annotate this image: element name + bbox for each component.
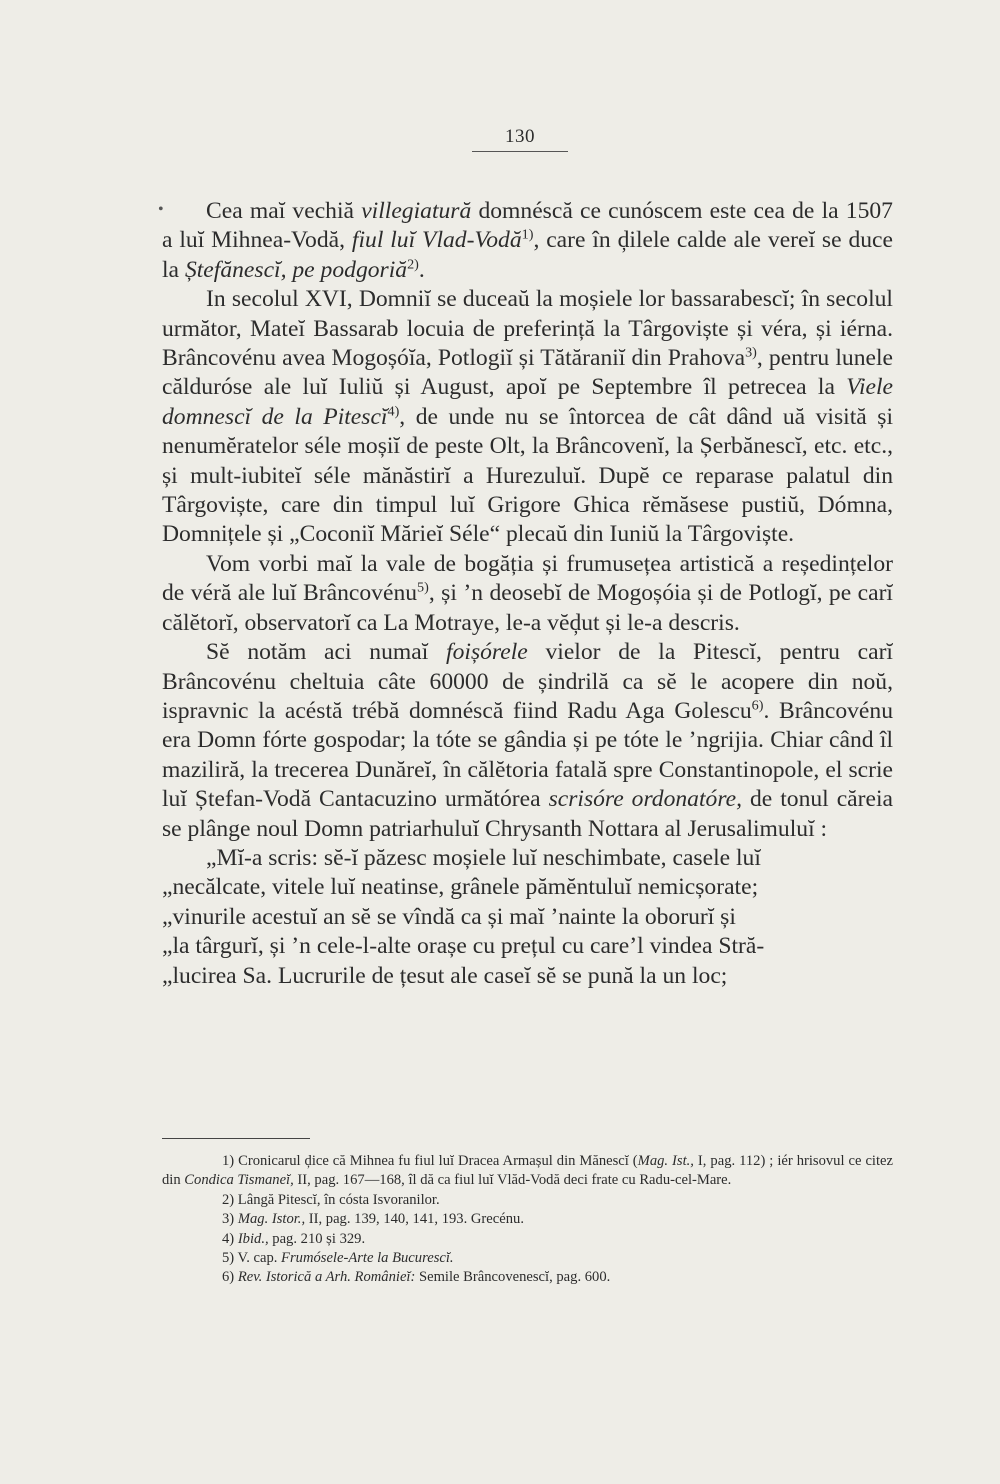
header-rule <box>472 151 568 152</box>
quote-line: „lucirea Sa. Lucrurile de țesut ale caseĭ sĕ se pună la un loc; <box>162 962 728 989</box>
footnote-ref-2: 2) <box>407 256 419 273</box>
margin-mark: • <box>158 201 164 218</box>
footnote-4: 4) Ibid., pag. 210 și 329. <box>222 1230 366 1247</box>
quote-line: „la târgurĭ, și ’n cele-l-alte orașe cu prețul cu care’l vindea Stră- <box>162 933 765 960</box>
footnote-ref-6: 6) <box>751 697 764 714</box>
quote-line: „necălcate, vitele luĭ neatinse, grânele pămĕntuluĭ nemicșorate; <box>162 874 759 901</box>
footnotes <box>162 1152 893 1288</box>
paragraph-1: Cea maĭ vechiă villegiatură domnéscă ce cunóscem este cea de la 1507 a luĭ Mihnea-Vodă, fiul luĭ Vlad-Vodă$^{1)}$, care în ḑilele calde ale vereĭ se duce la Ștefănescĭ, pe podgoriă$^{2)}$. <box>162 198 893 283</box>
page-number: 130 <box>505 126 535 147</box>
footnote-ref-1: 1) <box>521 226 534 243</box>
quote-line: „vinurile acestuĭ an sĕ se vîndă ca și maĭ ’nainte la oborurĭ și <box>162 903 736 930</box>
paragraph-3: Vom vorbi maĭ la vale de bogăția și frumusețea artistică a reședințelor de véră ale luĭ Brâncovénu$^{5)}$, și ’n deosebĭ de Mogoșóia și de Potlogĭ, pe carĭ călĕtorĭ, observatorĭ ca La Motraye, le-a vĕḑut și le-a descris. <box>162 550 893 636</box>
footnote-5: 5) V. cap. Frumósele-Arte la Bucurescĭ. <box>222 1250 454 1267</box>
footnote-2: 2) Lângă Pitescĭ, în cósta Isvoranilor. <box>222 1191 440 1208</box>
main-text <box>162 197 893 991</box>
footnote-3: 3) Mag. Istor., II, pag. 139, 140, 141, 193. Grecénu. <box>222 1211 524 1228</box>
quoted-letter <box>162 844 893 991</box>
footnote-6: 6) Rev. Istorică a Arh. Românieĭ: Semile Brâncovenescĭ, pag. 600. <box>222 1269 611 1286</box>
paragraph-4: Sĕ notăm aci numaĭ foișórele vielor de la Pitescĭ, pentru carĭ Brâncovénu cheltuia câte 60000 de șindrilă ca sĕ le acopere din noŭ, ispravnic la acéstă trébă domnéscă fiind Radu Aga Golescu$^{6)}$. Brâncovénu era Domn fórte gospodar; la tóte se gândia și pe tóte le ’ngrijia. Chiar când îl maziliră, la trecerea Dunăreĭ, în călĕtoria fatală spre Constantinopole, el scrie luĭ Ștefan-Vodă Cantacuzino următórea scrisóre ordonatóre, de tonul căreia se plânge noul Domn patriarhuluĭ Chrysanth Nottara al Jerusalimuluĭ : <box>162 639 894 842</box>
footnote-1: 1) Cronicarul ḑice că Mihnea fu fiul luĭ Dracea Armașul din Mănescĭ (Mag. Ist., I, pag. 112) ; iér hrisovul ce citez din Condica Tismaneĭ, II, pag. 167—168, îl dă ca fiul luĭ Vlăd-Vodă deci frate cu Radu-cel-Mare. <box>162 1153 893 1189</box>
quote-line: „Mĭ-a scris: sĕ-ĭ păzesc moșiele luĭ neschimbate, casele luĭ <box>206 844 761 871</box>
footnote-ref-5: 5) <box>417 579 429 596</box>
footnote-ref-4: 4) <box>387 403 400 420</box>
footnote-ref-3: 3) <box>745 344 757 361</box>
footnote-rule <box>162 1138 310 1139</box>
paragraph-2: In secolul XVI, Domniĭ se duceaŭ la moșiele lor bassarabescĭ; în secolul următor, Mateĭ Bassarab locuia de preferință la Târgoviște și véra, și iérna. Brâncovénu avea Mogoșóĭa, Potlogiĭ și Tătăraniĭ din Prahova$^{3)}$, pentru lunele călduróse ale luĭ Iuliŭ și August, apoĭ pe Septembre îl petrecea la Viele domnescĭ de la Pitescĭ$^{4)}$, de unde nu se întorcea de cât dând uă visită și nenumĕratelor séle moșiĭ de peste Olt, la Brâncovenĭ, la Șerbănescĭ, etc. etc., și mult-iubiteĭ séle mănăstirĭ a Hurezuluĭ. Dupĕ ce reparase palatul din Târgoviște, care din timpul luĭ Grigore Ghica rĕmăsese pustiŭ, Dómna, Domnițele și „Coconiĭ Măriеĭ Séle“ plecaŭ din Iuniŭ la Târgoviște. <box>162 286 894 548</box>
